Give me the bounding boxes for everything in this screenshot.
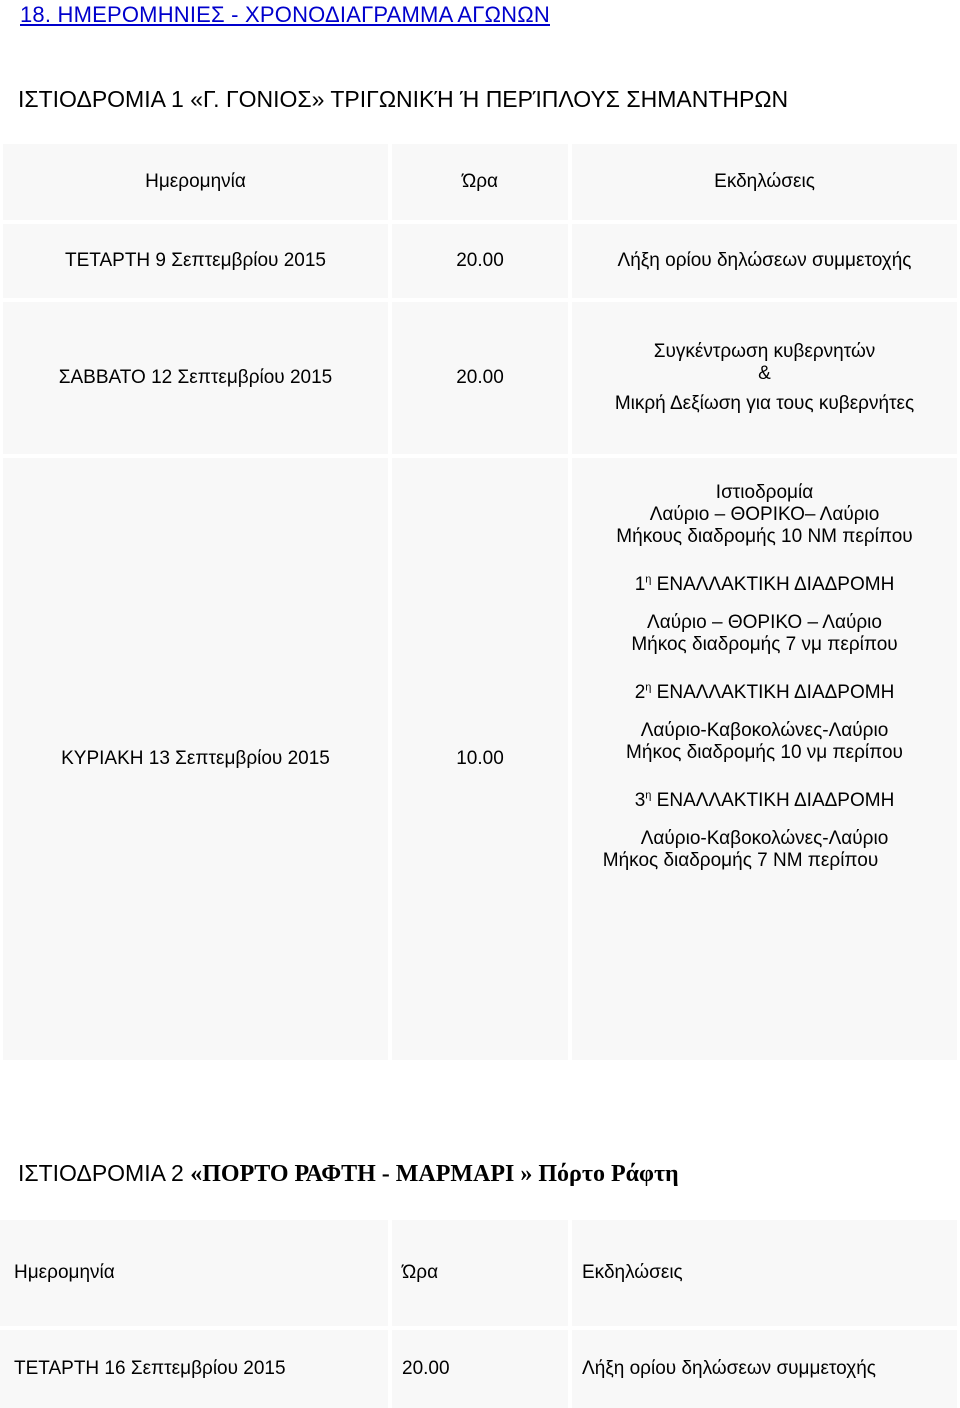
alt3-title: $3^\eta$ ΕΝΑΛΛΑΚΤΙΚΗ ΔΙΑΔΡΟΜΗ [634,789,895,811]
race1-header-events: Εκδηλώσεις [572,144,957,220]
alt3-route: Λαύριο-Καβοκολώνες-Λαύριο [640,828,889,849]
race2-header-time: Ώρα [392,1220,568,1326]
race2-row1-date: ΤΕΤΑΡΤΗ 16 Σεπτεμβρίου 2015 [0,1330,388,1408]
race2-heading-name: «ΠΟΡΤΟ ΡΑΦΤΗ - ΜΑΡΜΑΡΙ » Πόρτο Ράφτη [190,1161,679,1187]
race1-header-time: Ώρα [392,144,568,220]
race1-row3-date: ΚΥΡΙΑΚΗ 13 Σεπτεμβρίου 2015 [3,458,388,1060]
race1-heading: ΙΣΤΙΟΔΡΟΜΙΑ 1 «Γ. ΓΟΝΙΟΣ» ΤΡΙΓΩΝΙΚΉ Ή ΠΕΡΊΠΛΟΥΣ ΣΗΜΑΝΤΗΡΩΝ [18,86,789,112]
alt1-route: Λαύριο – ΘΟΡΙΚΟ – Λαύριο [647,612,882,633]
race2-row1-time: 20.00 [392,1330,568,1408]
alt2-title: $2^\eta$ ΕΝΑΛΛΑΚΤΙΚΗ ΔΙΑΔΡΟΜΗ [634,681,895,703]
race2-header-date: Ημερομηνία [0,1220,388,1326]
section-title[interactable]: 18. ΗΜΕΡΟΜΗΝΙΕΣ - ΧΡΟΝΟΔΙΑΓΡΑΜΜΑ ΑΓΩΝΩΝ [20,2,550,27]
race1-row3-time: 10.00 [392,458,568,1060]
event-ampersand: & [758,363,771,384]
race2-row1-events: Λήξη ορίου δηλώσεων συμμετοχής [572,1330,957,1408]
race1-row3-events [572,458,957,1060]
race2-heading [18,1160,679,1188]
race2-header-events: Εκδηλώσεις [572,1220,957,1326]
main-route-label: Ιστιοδρομία [715,482,814,503]
race1-row2-time: 20.00 [392,302,568,454]
alt1-title: $1^\eta$ ΕΝΑΛΛΑΚΤΙΚΗ ΔΙΑΔΡΟΜΗ [634,573,895,595]
main-route-length: Μήκους διαδρομής 10 ΝΜ περίπου [616,526,913,547]
alt2-length: Μήκος διαδρομής 10 νμ περίπου [626,742,903,763]
race1-header-date: Ημερομηνία [3,144,388,220]
alt2-route: Λαύριο-Καβοκολώνες-Λαύριο [640,720,889,741]
race1-row1-date: ΤΕΤΑΡΤΗ 9 Σεπτεμβρίου 2015 [3,224,388,298]
main-route-path: Λαύριο – ΘΟΡΙΚΟ– Λαύριο [649,504,880,525]
event-reception: Μικρή Δεξίωση για τους κυβερνήτες [614,393,915,414]
alt3-length: Μήκος διαδρομής 7 ΝΜ περίπου [602,850,879,871]
event-gathering: Συγκέντρωση κυβερνητών [653,341,876,362]
race1-row2-events [572,302,957,454]
race1-row2-date: ΣΑΒΒΑΤΟ 12 Σεπτεμβρίου 2015 [3,302,388,454]
race2-heading-prefix: ΙΣΤΙΟΔΡΟΜΙΑ 2 [18,1160,191,1186]
race1-row1-events: Λήξη ορίου δηλώσεων συμμετοχής [572,224,957,298]
alt1-length: Μήκος διαδρομής 7 νμ περίπου [631,634,898,655]
race1-row1-time: 20.00 [392,224,568,298]
